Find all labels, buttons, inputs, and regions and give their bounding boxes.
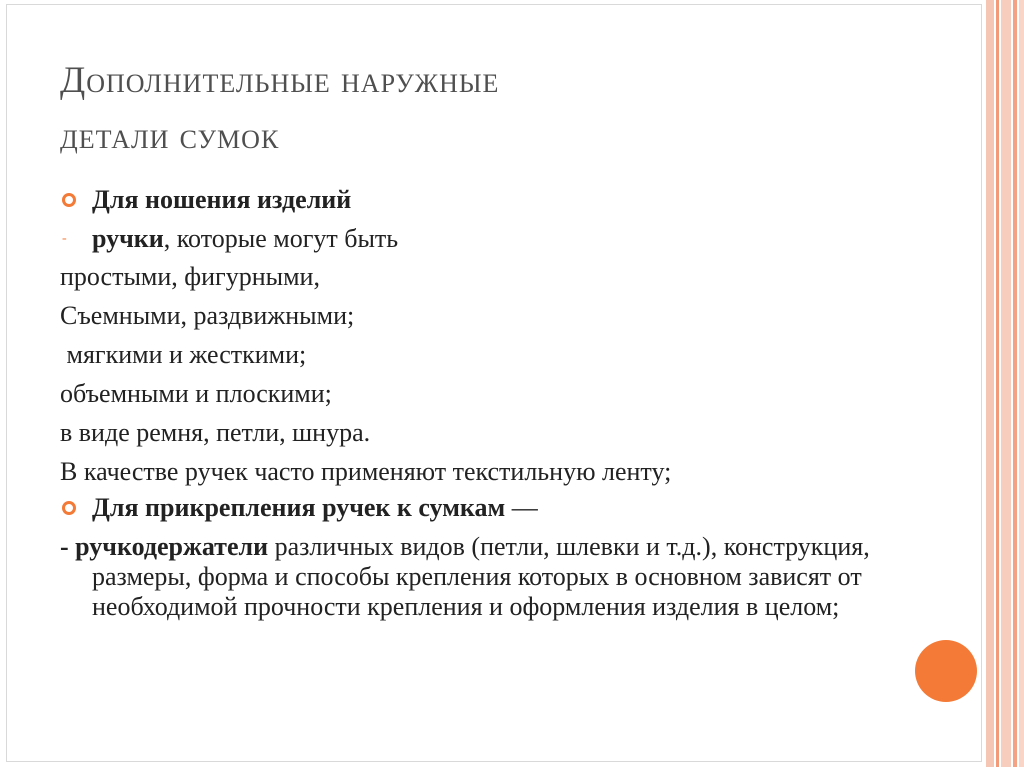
dash-marker: - xyxy=(60,532,76,561)
text-line: мягкими и жесткими; xyxy=(60,340,307,369)
decorative-stripe xyxy=(1001,0,1011,767)
handle-holders-text: различных видов (петли, шлевки и т.д.), конструкция, размеры, форма и способы крепления которых в основном зависят от необходимой прочности крепления и оформления изделия в целом; xyxy=(92,532,870,621)
decorative-stripe xyxy=(996,0,999,767)
dash-marker: - xyxy=(62,231,67,246)
decorative-stripe xyxy=(1013,0,1017,767)
bullet-attaching xyxy=(60,488,910,528)
slide-title xyxy=(60,53,920,165)
dash-handles xyxy=(60,220,910,257)
bullet-text-suffix: — xyxy=(505,493,538,522)
handles-text: , которые могут быть xyxy=(163,224,399,253)
bullet-carrying xyxy=(60,180,910,220)
handle-holders-term: ручкодержатели xyxy=(75,532,269,561)
text-line: простыми, фигурными, xyxy=(60,262,320,291)
title-line-1: Дополнительные наружные xyxy=(60,60,500,101)
text-line: объемными и плоскими; xyxy=(60,379,332,408)
slide-body xyxy=(60,180,910,622)
bullet-text: Для ношения изделий xyxy=(92,185,352,214)
text-line: Съемными, раздвижными; xyxy=(60,301,355,330)
accent-circle xyxy=(915,640,977,702)
decorative-stripe xyxy=(1019,0,1024,767)
text-line: В качестве ручек часто применяют текстильную ленту; xyxy=(60,457,672,486)
title-line-2: детали сумок xyxy=(60,116,280,157)
bullet-text: Для прикрепления ручек к сумкам xyxy=(92,493,506,522)
ring-bullet-icon xyxy=(62,501,76,515)
text-line: в виде ремня, петли, шнура. xyxy=(60,418,371,447)
dash-handle-holders xyxy=(60,532,912,622)
ring-bullet-icon xyxy=(62,193,76,207)
handles-term: ручки xyxy=(92,224,164,253)
decorative-stripe xyxy=(986,0,994,767)
